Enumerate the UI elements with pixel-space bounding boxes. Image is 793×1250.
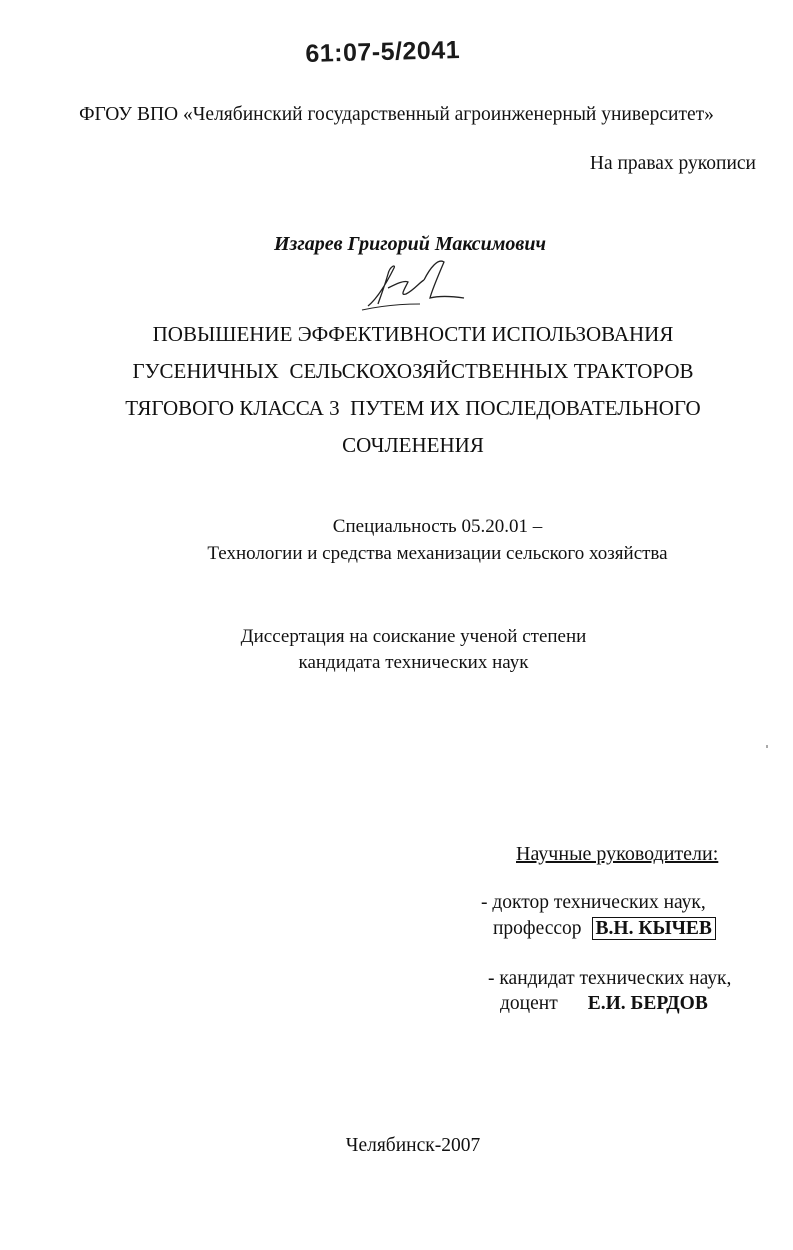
degree-line: Диссертация на соискание ученой степени (240, 626, 587, 647)
author-signature (360, 258, 470, 318)
manuscript-rights-note: На правах рукописи (589, 153, 756, 174)
supervisor-2-line (500, 993, 708, 1015)
supervisor-1-degree: - доктор технических наук, (481, 892, 706, 913)
degree-line: кандидата технических наук (298, 652, 529, 673)
specialty-name: Технологии и средства механизации сельского хозяйства (207, 543, 668, 564)
supervisor-2-name: Е.И. БЕРДОВ (587, 993, 708, 1014)
archive-stamp-number: 61:07-5/2041 (305, 35, 461, 68)
dissertation-title (0, 316, 793, 464)
supervisor-1-name: В.Н. КЫЧЕВ (592, 917, 716, 940)
title-line: ТЯГОВОГО КЛАССА 3 ПУТЕМ ИХ ПОСЛЕДОВАТЕЛЬНОГО (125, 396, 701, 420)
city-year: Челябинск-2007 (345, 1135, 481, 1156)
organization-name: ФГОУ ВПО «Челябинский государственный агроинженерный университет» (79, 104, 714, 125)
degree-block (232, 624, 595, 676)
specialty-code: Специальность 05.20.01 – (332, 516, 543, 537)
supervisor-1-line (493, 918, 716, 940)
title-line: ПОВЫШЕНИЕ ЭФФЕКТИВНОСТИ ИСПОЛЬЗОВАНИЯ (152, 322, 674, 346)
specialty-block (195, 513, 680, 567)
supervisor-2-degree: - кандидат технических наук, (488, 968, 732, 989)
title-line: СОЧЛЕНЕНИЯ (342, 433, 484, 457)
scan-speck (766, 745, 768, 748)
supervisor-1-position: профессор (493, 918, 582, 939)
title-line: ГУСЕНИЧНЫХ СЕЛЬСКОХОЗЯЙСТВЕННЫХ ТРАКТОРОВ (132, 359, 694, 383)
supervisor-2-position: доцент (500, 993, 558, 1014)
author-name: Изгарев Григорий Максимович (274, 233, 546, 255)
supervisors-heading: Научные руководители: (516, 843, 719, 865)
